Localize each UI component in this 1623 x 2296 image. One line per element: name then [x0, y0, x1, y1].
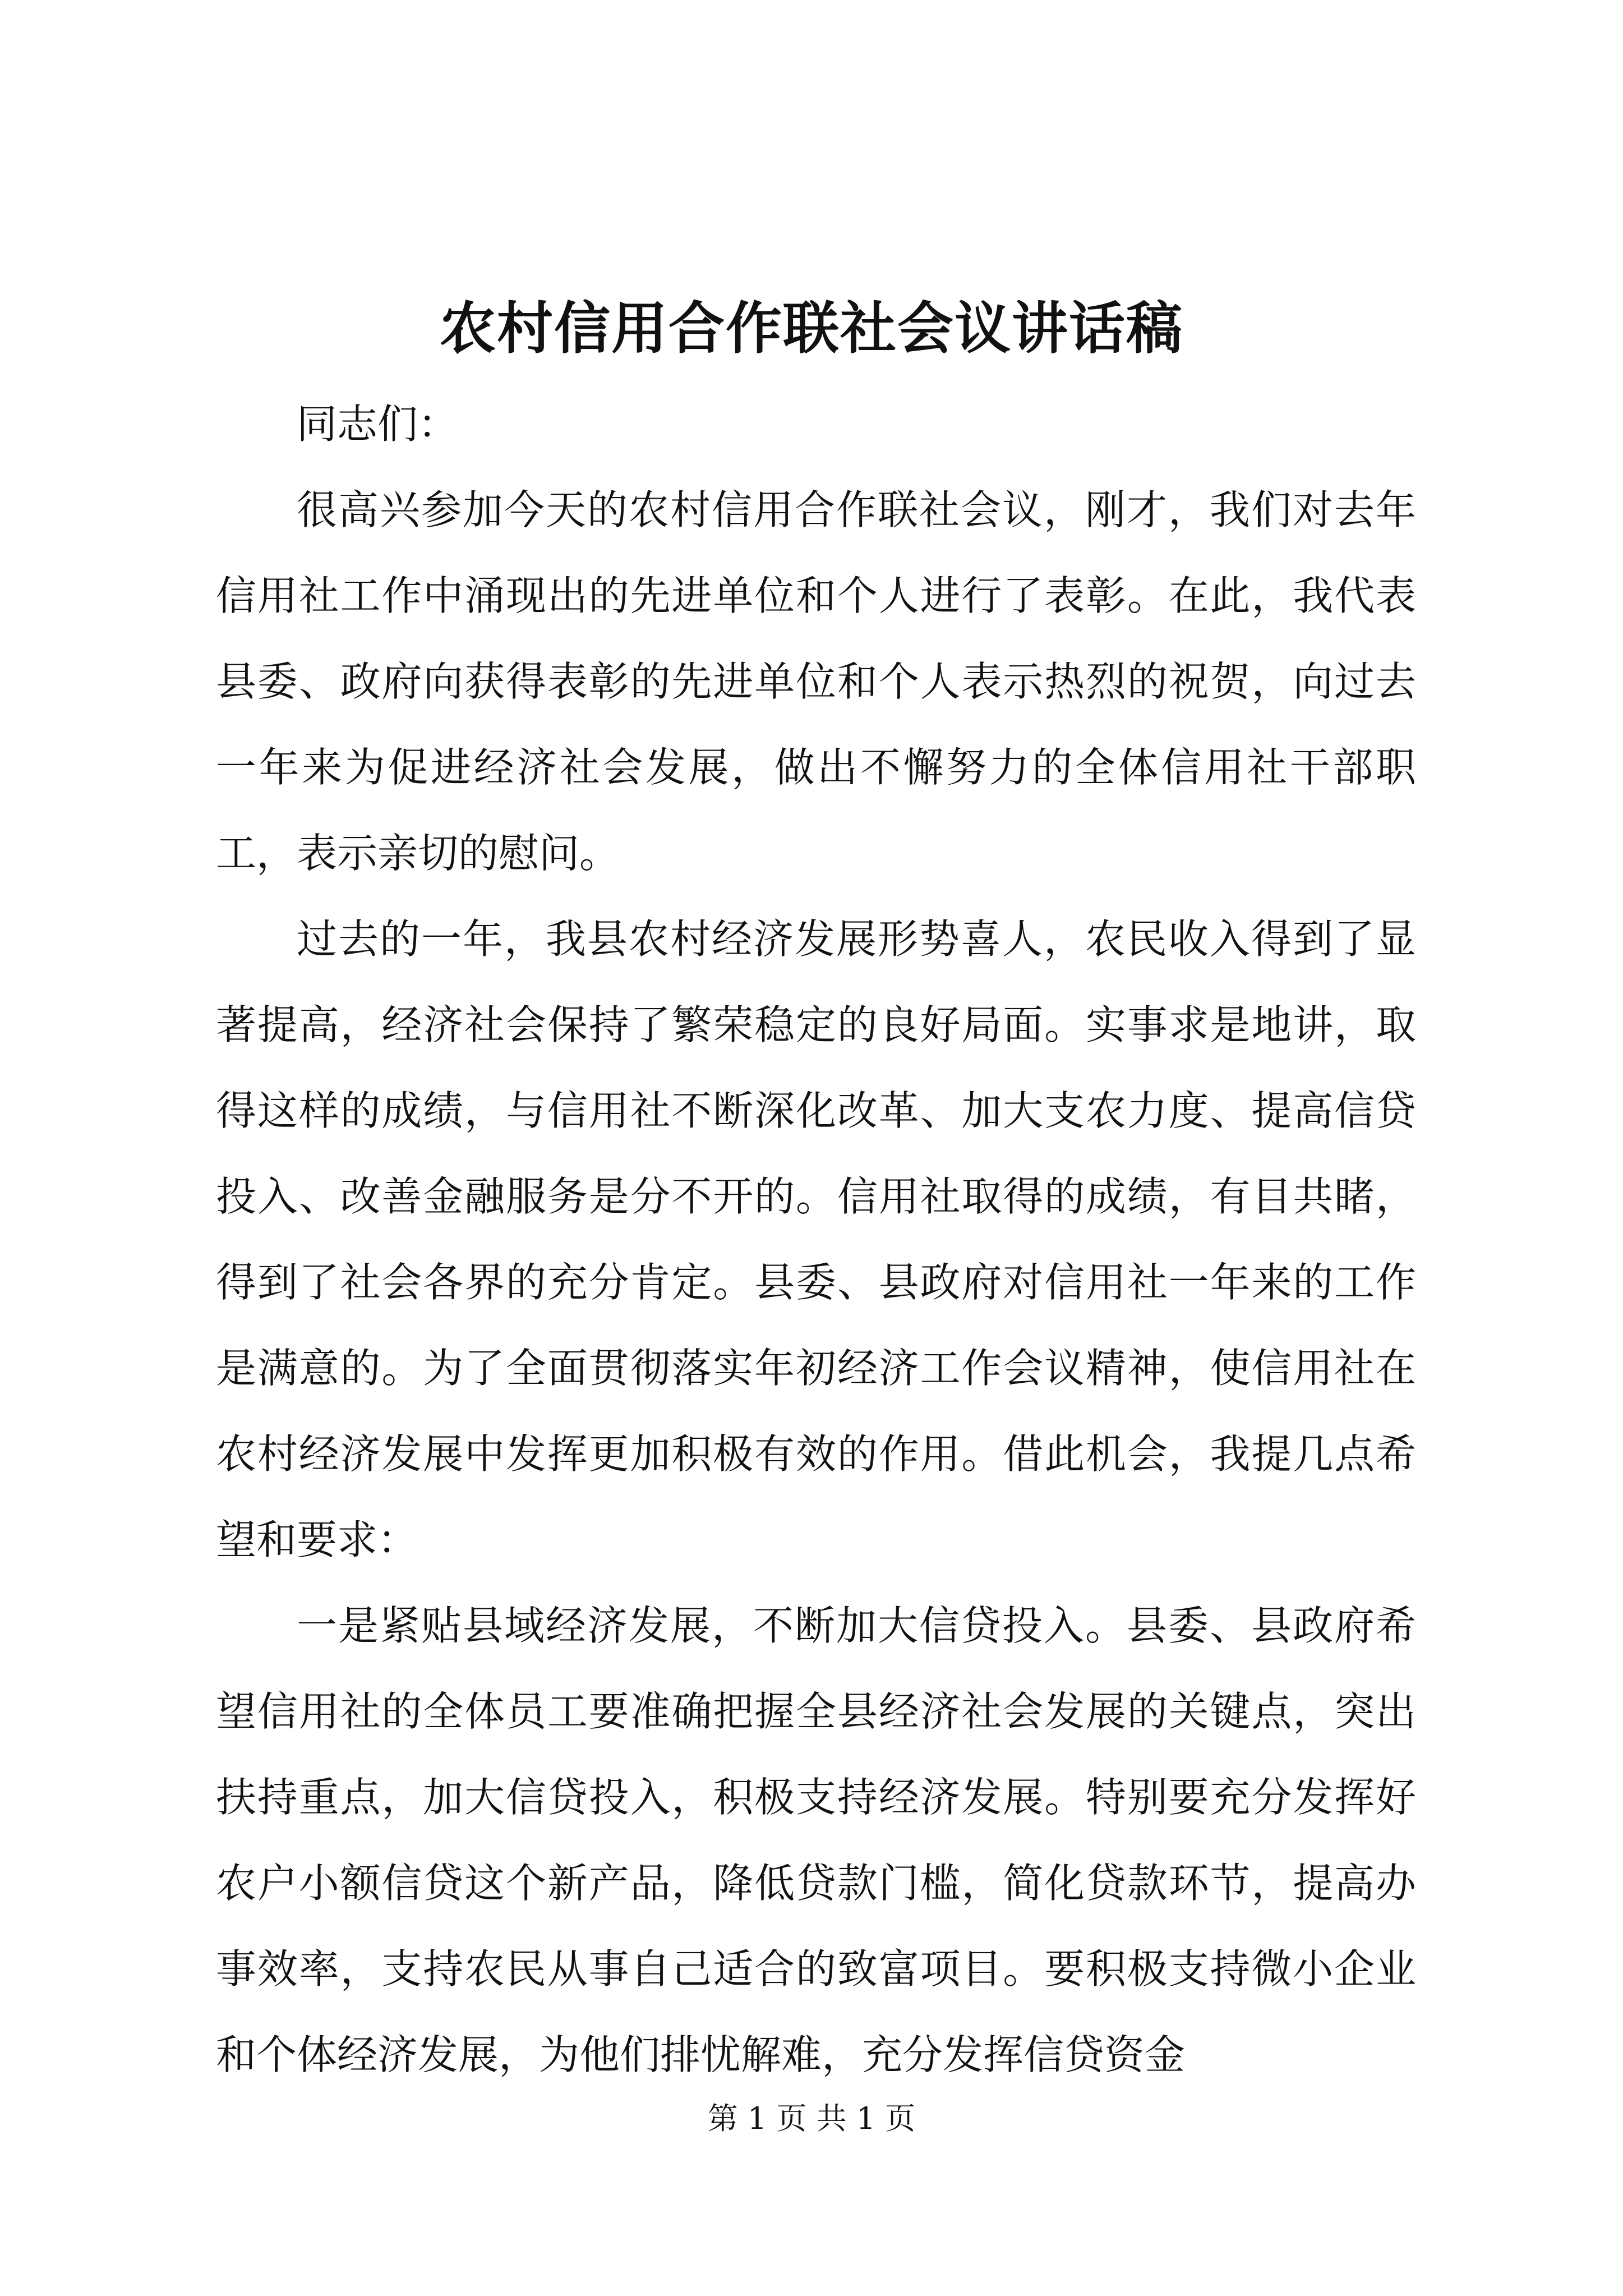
paragraph-1: 很高兴参加今天的农村信用合作联社会议，刚才，我们对去年信用社工作中涌现出的先进单位和个人进行了表彰。在此，我代表县委、政府向获得表彰的先进单位和个人表示热烈的祝贺，向过去一年来为促进经济社会发展，做出不懈努力的全体信用社干部职工，表示亲切的慰问。	[216, 486, 1416, 877]
salutation: 同志们：	[297, 401, 459, 448]
paragraph-3: 一是紧贴县域经济发展，不断加大信贷投入。县委、县政府希望信用社的全体员工要准确把握全县经济社会发展的关键点，突出扶持重点，加大信贷投入，积极支持经济发展。特别要充分发挥好农户小额信贷这个新产品，降低贷款门槛，简化贷款环节，提高办事效率，支持农民从事自己适合的致富项目。要积极支持微小企业和个体经济发展，为他们排忧解难，充分发挥信贷资金	[216, 1602, 1416, 2078]
document-body	[216, 381, 1416, 2098]
document-title: 农村信用合作联社会议讲话稿	[440, 295, 1183, 361]
page-footer: 第 1 页 共 1 页	[707, 2101, 916, 2136]
paragraph-2: 过去的一年，我县农村经济发展形势喜人，农民收入得到了显著提高，经济社会保持了繁荣稳定的良好局面。实事求是地讲，取得这样的成绩，与信用社不断深化改革、加大支农力度、提高信贷投入、改善金融服务是分不开的。信用社取得的成绩，有目共睹，得到了社会各界的充分肯定。县委、县政府对信用社一年来的工作是满意的。为了全面贯彻落实年初经济工作会议精神，使信用社在农村经济发展中发挥更加积极有效的作用。借此机会，我提几点希望和要求：	[216, 915, 1416, 1563]
